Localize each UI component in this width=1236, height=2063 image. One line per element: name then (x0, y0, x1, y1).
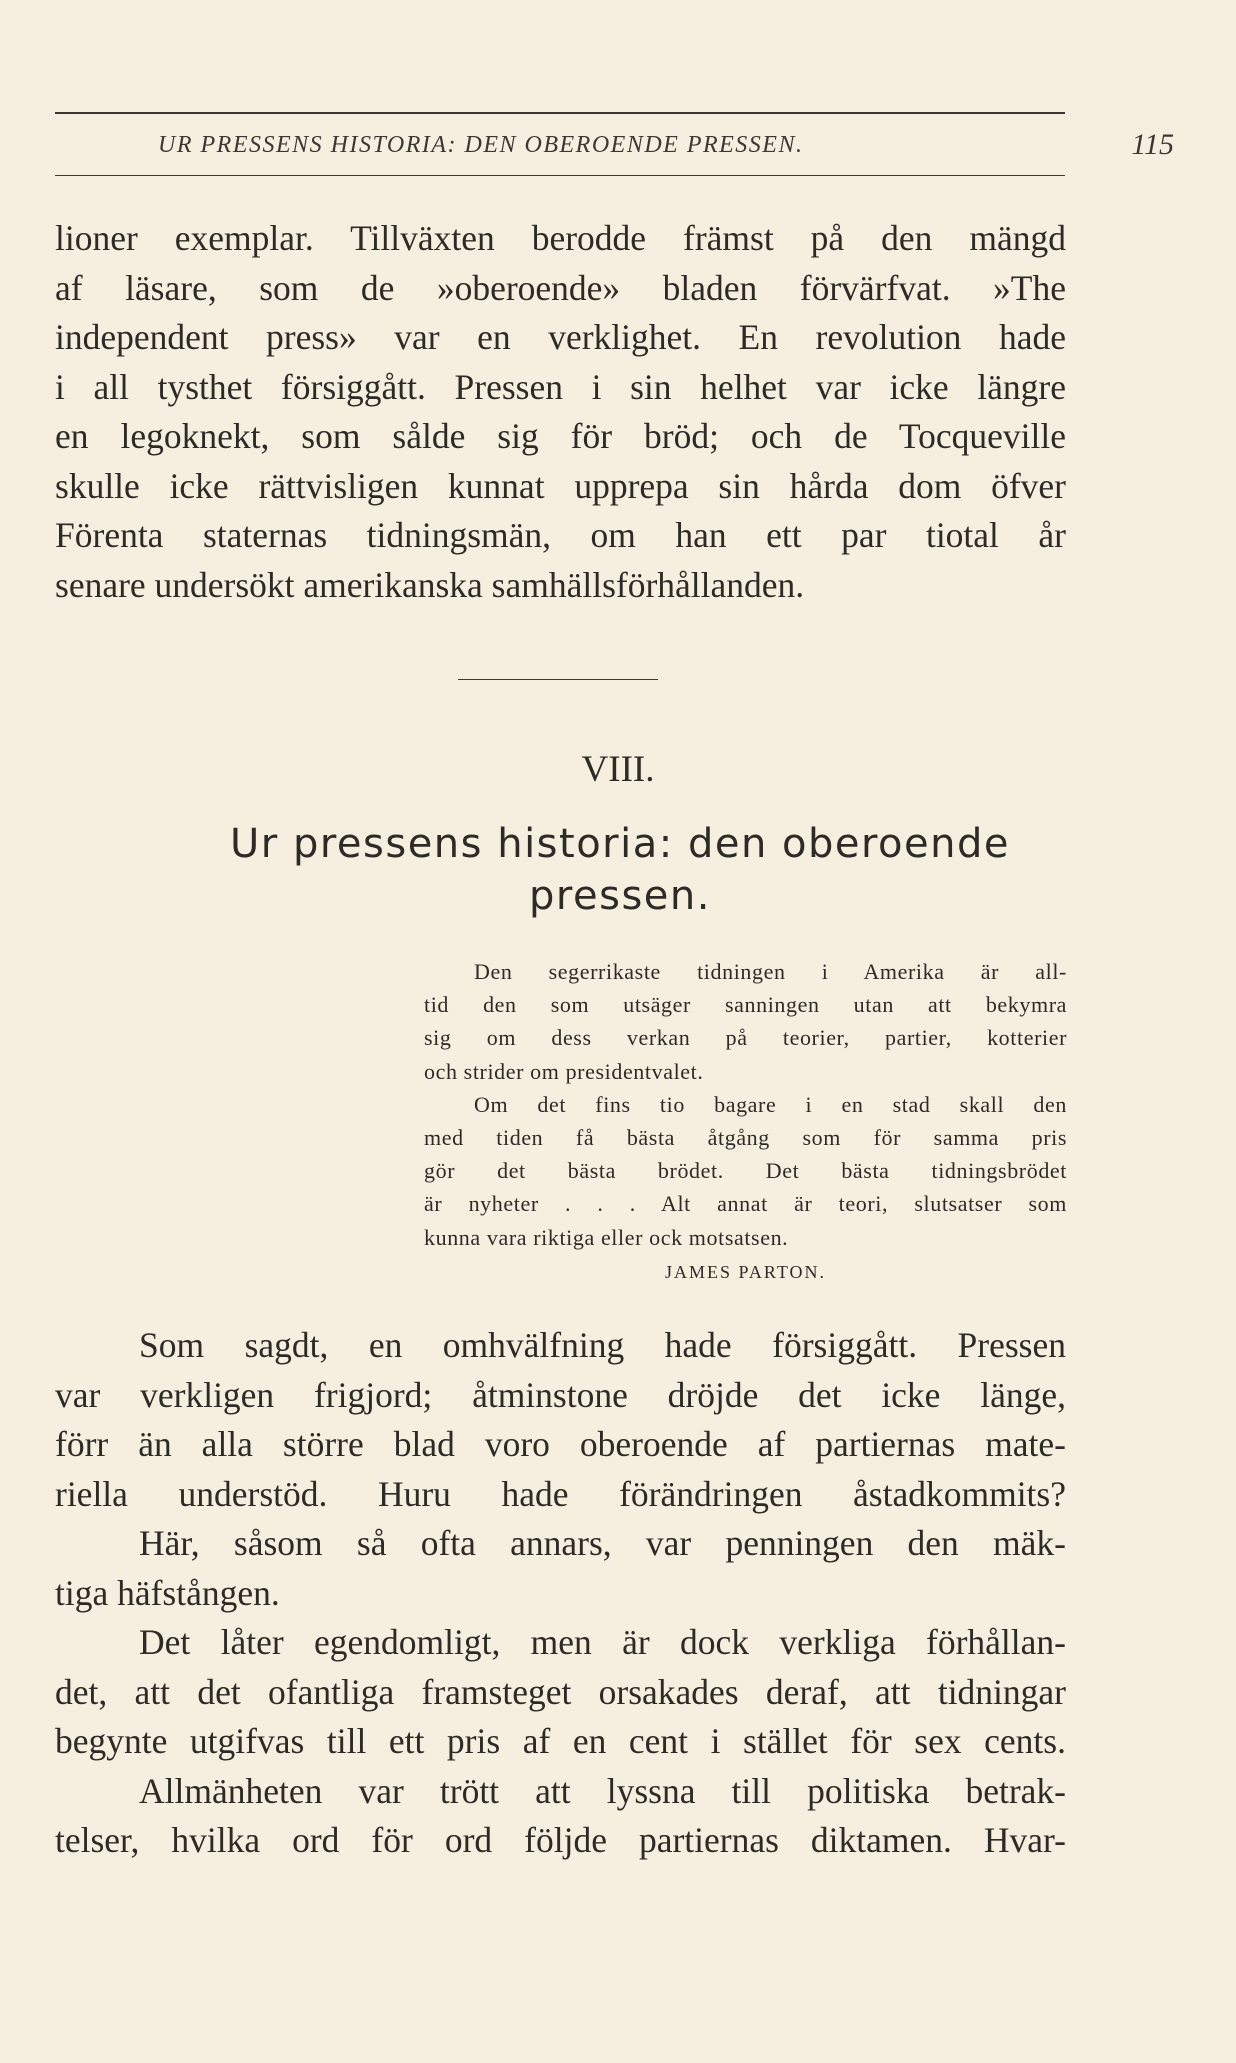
text-line: af läsare, som de »oberoende» bladen förvärfvat. »The (55, 267, 1066, 308)
text-line: Här, såsom så ofta annars, var penningen den mäk- (139, 1523, 1066, 1563)
epigraph-line: är nyheter . . . Alt annat är teori, slutsatser som (424, 1191, 1067, 1217)
chapter-title-line: pressen. (529, 873, 711, 919)
text-line: telser, hvilka ord för ord följde partiernas diktamen. Hvar- (55, 1820, 1066, 1860)
text-line: Allmänheten var trött att lyssna till politiska betrak- (139, 1770, 1066, 1811)
epigraph-line: gör det bästa brödet. Det bästa tidningsbrödet (424, 1158, 1067, 1184)
text-line: independent press» var en verklighet. En revolution hade (55, 317, 1066, 357)
text-line: begynte utgifvas till ett pris af en cent i stället för sex cents. (55, 1721, 1066, 1761)
epigraph-attribution: JAMES PARTON. (665, 1262, 826, 1282)
epigraph-line: Den segerrikaste tidningen i Amerika är all- (474, 959, 1067, 984)
epigraph-line: Om det fins tio bagare i en stad skall den (474, 1091, 1067, 1117)
text-line: Det låter egendomligt, men är dock verkliga förhållan- (139, 1622, 1066, 1662)
chapter-title (120, 818, 1120, 922)
header-top-rule (55, 112, 1065, 114)
section-divider (458, 679, 658, 680)
epigraph-line: och strider om presidentvalet. (424, 1058, 704, 1084)
page-number: 115 (1131, 128, 1174, 161)
header-bottom-rule (55, 175, 1065, 176)
text-line: tiga häfstången. (55, 1572, 280, 1613)
text-line: skulle icke rättvisligen kunnat upprepa sin hårda dom öfver (55, 465, 1066, 506)
text-line: var verkligen frigjord; åtminstone dröjde det icke länge, (55, 1374, 1066, 1415)
epigraph-line: kunna vara riktiga eller ock motsatsen. (424, 1224, 789, 1250)
text-line: senare undersökt amerikanska samhällsförhållanden. (55, 564, 805, 605)
paragraph-continued (55, 214, 1066, 610)
epigraph-line: sig om dess verkan på teorier, partier, kotterier (424, 1025, 1067, 1051)
text-line: Förenta staternas tidningsmän, om han ett par tiotal år (55, 515, 1066, 555)
text-line: förr än alla större blad voro oberoende af partiernas mate- (55, 1424, 1066, 1464)
chapter-title-line: Ur pressens historia: den oberoende (230, 821, 1010, 867)
text-line: Som sagdt, en omhvälfning hade försiggått. Pressen (139, 1325, 1066, 1365)
text-line: riella understöd. Huru hade förändringen åstadkommits? (55, 1473, 1066, 1514)
epigraph-line: tid den som utsäger sanningen utan att bekymra (424, 992, 1067, 1018)
epigraph-line: med tiden få bästa åtgång som för samma pris (424, 1124, 1067, 1150)
text-line: en legoknekt, som sålde sig för bröd; och de Tocqueville (55, 416, 1066, 456)
body-paragraphs (55, 1321, 1066, 1866)
running-header (150, 128, 1174, 168)
text-line: lioner exemplar. Tillväxten berodde främst på den mängd (55, 218, 1066, 258)
running-title: UR PRESSENS HISTORIA: DEN OBEROENDE PRESSEN. (158, 132, 804, 158)
text-line: i all tysthet försiggått. Pressen i sin helhet var icke längre (55, 366, 1066, 407)
text-line: det, att det ofantliga framsteget orsakades deraf, att tidningar (55, 1671, 1066, 1712)
chapter-number: VIII. (581, 749, 655, 790)
epigraph (424, 955, 1067, 1254)
